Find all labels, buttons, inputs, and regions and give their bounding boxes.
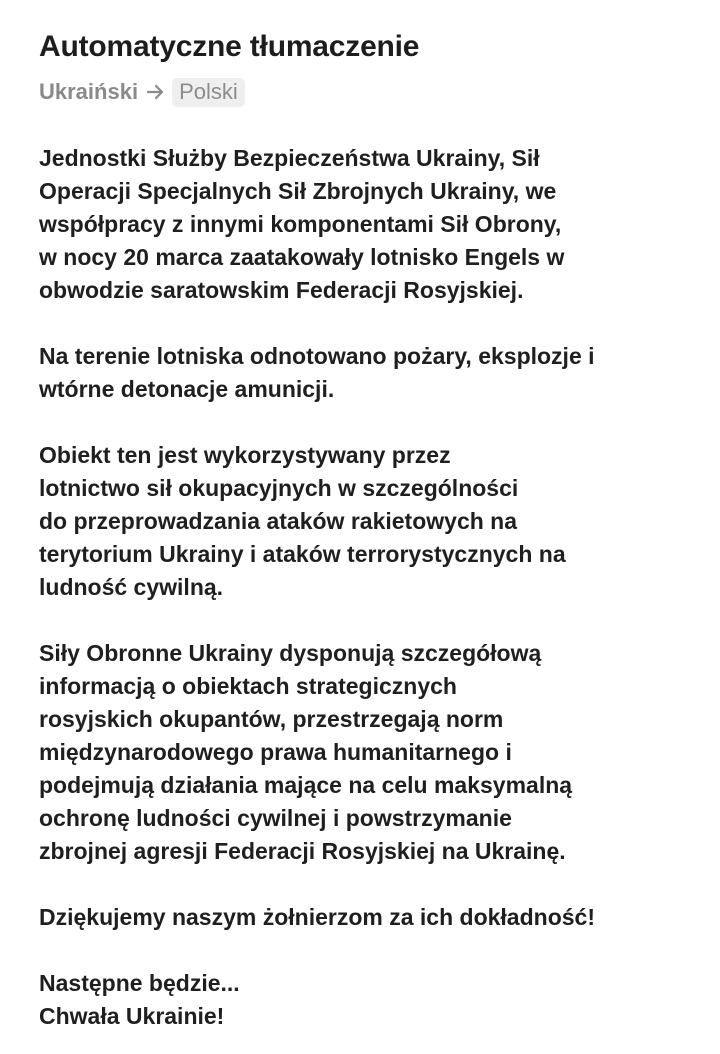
message-line: do przeprowadzania ataków rakietowych na	[39, 508, 518, 534]
message-line: Chwała Ukrainie!	[39, 1003, 225, 1029]
message-line: w nocy 20 marca zaatakowały lotnisko Engels w	[39, 244, 565, 270]
message-line: Jednostki Służby Bezpieczeństwa Ukrainy, Sił	[39, 145, 540, 171]
message-line: Siły Obronne Ukrainy dysponują szczegółową	[39, 640, 542, 666]
message-line: Na terenie lotniska odnotowano pożary, eksplozje i	[39, 343, 595, 369]
target-language-button[interactable]: Polski	[172, 78, 245, 107]
message-paragraph	[39, 340, 699, 406]
message-line: ludność cywilną.	[39, 574, 224, 600]
source-language: Ukraiński	[39, 79, 139, 104]
message-line: ochronę ludności cywilnej i powstrzymanie	[39, 805, 512, 831]
message-line: podejmują działania mające na celu maksymalną	[39, 772, 573, 798]
message-line: obwodzie saratowskim Federacji Rosyjskiej.	[39, 277, 524, 303]
message-line: zbrojnej agresji Federacji Rosyjskiej na Ukrainę.	[39, 838, 566, 864]
message-paragraph	[39, 901, 699, 934]
message-line: wtórne detonacje amunicji.	[39, 376, 335, 402]
message-line: Dziękujemy naszym żołnierzom za ich dokładność!	[39, 904, 595, 930]
language-selector-row	[39, 76, 720, 108]
message-line: Następne będzie...	[39, 970, 240, 996]
message-line: rosyjskich okupantów, przestrzegają norm	[39, 706, 504, 732]
message-paragraph	[39, 637, 699, 868]
message-line: lotnictwo sił okupacyjnych w szczególności	[39, 475, 519, 501]
message-line: współpracy z innymi komponentami Sił Obrony,	[39, 211, 562, 237]
panel-title: Automatyczne tłumaczenie	[39, 30, 420, 63]
message-paragraph	[39, 142, 699, 307]
translated-message	[39, 142, 699, 1033]
message-paragraph	[39, 967, 699, 1033]
message-paragraph	[39, 439, 699, 604]
message-line: międzynarodowego prawa humanitarnego i	[39, 739, 512, 765]
message-line: terytorium Ukrainy i ataków terrorystycznych na	[39, 541, 566, 567]
message-line: informacją o obiektach strategicznych	[39, 673, 457, 699]
message-line: Obiekt ten jest wykorzystywany przez	[39, 442, 451, 468]
arrow-right-icon	[146, 83, 166, 101]
message-line: Operacji Specjalnych Sił Zbrojnych Ukrainy, we	[39, 178, 557, 204]
